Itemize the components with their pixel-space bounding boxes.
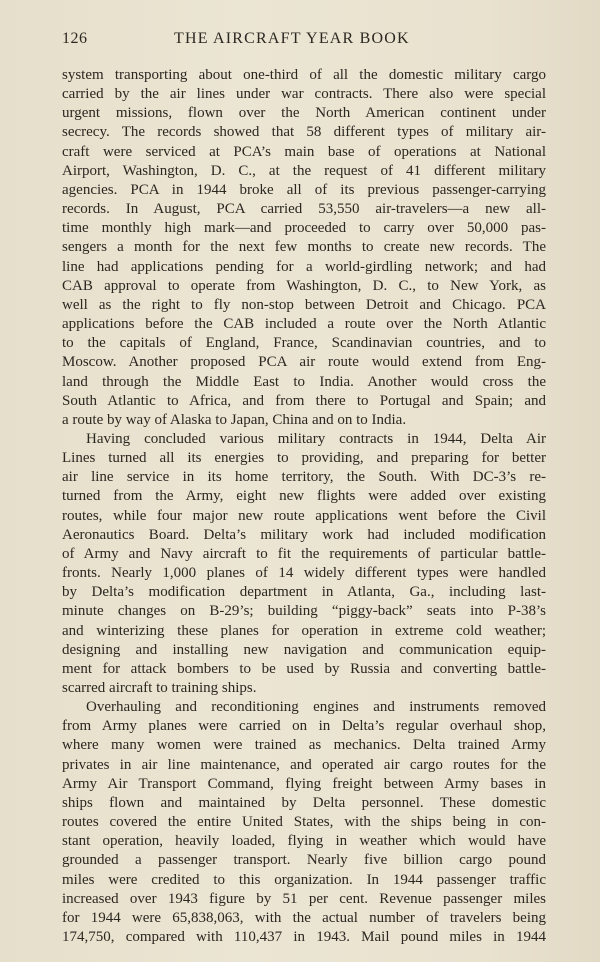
text-line: Army Air Transport Command, flying freight between Army bases in	[62, 775, 546, 792]
page-number: 126	[62, 30, 88, 47]
text-line: well as the right to fly non-stop between Detroit and Chicago. PCA	[62, 296, 546, 313]
text-line: Moscow. Another proposed PCA air route would extend from Eng-	[62, 354, 546, 371]
text-line: sengers a month for the next few months to create new records. The	[62, 239, 546, 256]
text-line: secrecy. The records showed that 58 different types of military air-	[62, 124, 546, 141]
running-head: THE AIRCRAFT YEAR BOOK	[174, 30, 410, 47]
text-line: to the capitals of England, France, Scandinavian countries, and to	[62, 335, 546, 352]
text-line: Having concluded various military contracts in 1944, Delta Air	[86, 430, 546, 447]
text-line: routes covered the entire United States, with the ships being in con-	[62, 814, 546, 831]
text-line: craft were serviced at PCA’s main base of operations at National	[62, 143, 546, 160]
text-line: privates in air line maintenance, and operated air cargo routes for the	[62, 756, 546, 773]
body-text	[62, 66, 546, 947]
text-line: 174,750, compared with 110,437 in 1943. Mail pound miles in 1944	[62, 929, 546, 946]
text-line: stant operation, heavily loaded, flying in weather which would have	[62, 833, 546, 850]
text-line: scarred aircraft to training ships.	[62, 680, 257, 696]
text-line: system transporting about one-third of all the domestic military cargo	[62, 67, 546, 83]
paragraph-delta-overhaul	[62, 698, 546, 947]
text-line: ment for attack bombers to be used by Russia and converting battle-	[62, 660, 546, 677]
text-line: CAB approval to operate from Washington, D. C., to New York, as	[62, 277, 546, 294]
text-line: of Army and Navy aircraft to fit the requirements of particular battle-	[62, 545, 546, 562]
text-line: increased over 1943 figure by 51 per cent. Revenue passenger miles	[62, 890, 546, 907]
text-line: agencies. PCA in 1944 broke all of its previous passenger-carrying	[62, 181, 546, 198]
text-line: Aeronautics Board. Delta’s military work had included modification	[62, 526, 546, 543]
page-header	[62, 30, 542, 54]
text-line: records. In August, PCA carried 53,550 air-travelers—a new all-	[62, 201, 546, 218]
text-line: minute changes on B-29’s; building “piggy-back” seats into P-38’s	[62, 603, 546, 620]
text-line: applications before the CAB included a route over the North Atlantic	[62, 316, 546, 333]
text-line: ships flown and maintained by Delta personnel. These domestic	[62, 794, 546, 811]
text-line: land through the Middle East to India. Another would cross the	[62, 373, 546, 390]
text-line: urgent missions, flown over the North American continent under	[62, 105, 546, 122]
text-line: and winterizing these planes for operation in extreme cold weather;	[62, 622, 546, 639]
text-line: for 1944 were 65,838,063, with the actual number of travelers being	[62, 909, 546, 926]
text-line: Lines turned all its energies to providing, and preparing for better	[62, 450, 546, 467]
text-line: time monthly high mark—and proceeded to carry over 50,000 pas-	[62, 220, 546, 237]
text-line: South Atlantic to Africa, and from there to Portugal and Spain; and	[62, 392, 546, 409]
text-line: carried by the air lines under war contracts. There also were special	[62, 86, 546, 103]
text-line: fronts. Nearly 1,000 planes of 14 widely different types were handled	[62, 565, 546, 582]
paragraph-pca	[62, 66, 546, 430]
text-line: a route by way of Alaska to Japan, China and on to India.	[62, 411, 407, 428]
text-line: grounded a passenger transport. Nearly five billion cargo pound	[62, 852, 546, 869]
text-line: designing and installing new navigation and communication equip-	[62, 641, 546, 658]
paragraph-delta-military	[62, 430, 546, 698]
text-line: Airport, Washington, D. C., at the request of 41 different military	[62, 162, 546, 179]
text-line: line had applications pending for a world-girdling network; and had	[62, 258, 546, 275]
text-line: Overhauling and reconditioning engines and instruments removed	[86, 699, 546, 716]
text-line: miles were credited to this organization. In 1944 passenger traffic	[62, 871, 546, 888]
text-line: where many women were trained as mechanics. Delta trained Army	[62, 737, 546, 754]
text-line: turned from the Army, eight new flights were added over existing	[62, 488, 546, 505]
text-line: routes, while four major new route applications went before the Civil	[62, 507, 546, 524]
text-line: by Delta’s modification department in Atlanta, Ga., including last-	[62, 584, 546, 601]
text-line: air line service in its home territory, the South. With DC-3’s re-	[62, 469, 546, 486]
text-line: from Army planes were carried on in Delta’s regular overhaul shop,	[62, 718, 546, 735]
